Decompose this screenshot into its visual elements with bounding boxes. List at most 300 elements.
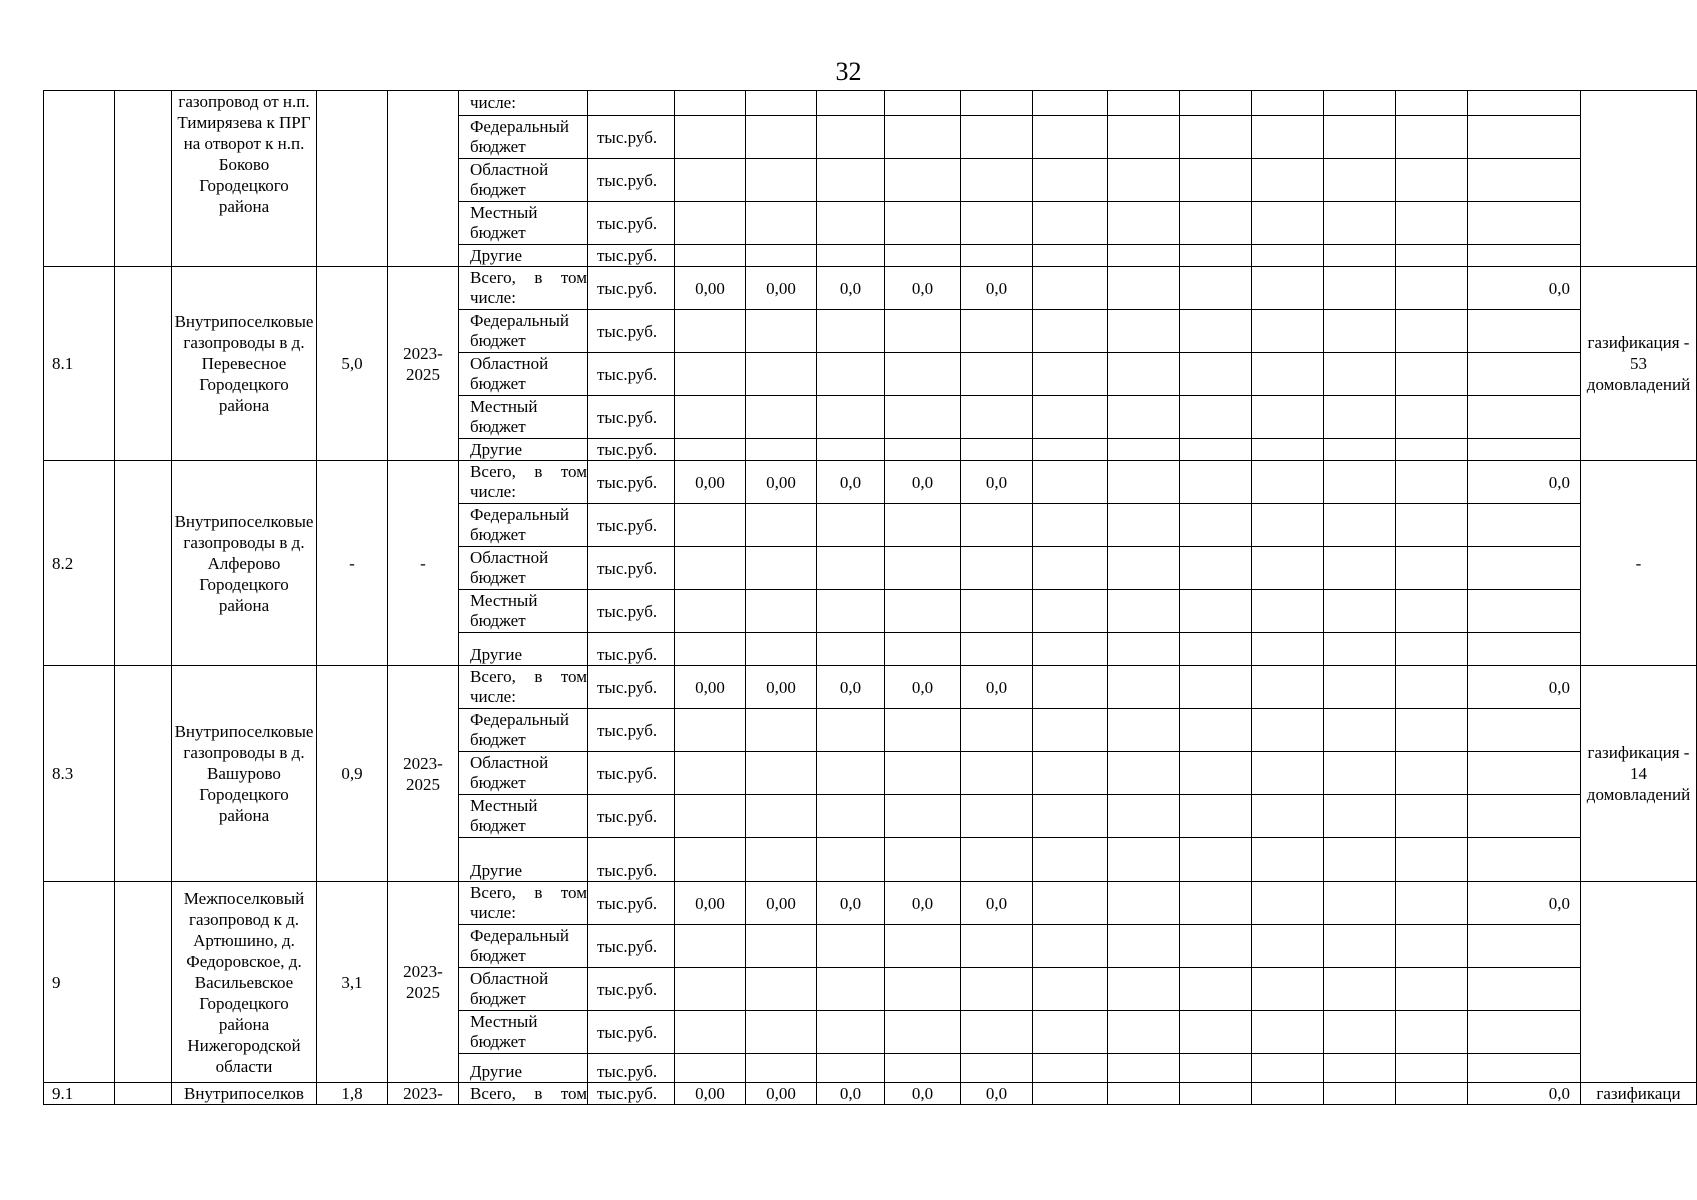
value-cell bbox=[1396, 838, 1468, 882]
value-cell bbox=[885, 925, 961, 968]
value-cell bbox=[1108, 159, 1180, 202]
value-cell bbox=[1396, 882, 1468, 925]
value: 0,0 bbox=[839, 472, 862, 492]
unit-label: тыс.руб. bbox=[597, 440, 658, 459]
unit-label: тыс.руб. bbox=[597, 936, 658, 956]
value-cell bbox=[1108, 882, 1180, 925]
value-cell bbox=[746, 709, 817, 752]
value-cell bbox=[675, 245, 746, 267]
value-cell bbox=[1033, 159, 1108, 202]
value: 0,0 bbox=[985, 677, 1008, 697]
project-period: 2023- bbox=[403, 1084, 443, 1103]
unit-label: тыс.руб. bbox=[597, 278, 658, 298]
funding-source-regional bbox=[459, 968, 588, 1011]
value-cell bbox=[1252, 461, 1324, 504]
value-cell bbox=[1108, 461, 1180, 504]
value-cell bbox=[1108, 752, 1180, 795]
total-cell bbox=[1468, 1054, 1581, 1083]
value-cell bbox=[961, 245, 1033, 267]
value-cell bbox=[746, 666, 817, 709]
value-cell bbox=[1396, 310, 1468, 353]
value-cell bbox=[1252, 439, 1324, 461]
funding-source-other bbox=[459, 245, 588, 267]
total-cell bbox=[1468, 1083, 1581, 1105]
value-cell bbox=[1252, 1083, 1324, 1105]
funding-source-other bbox=[459, 439, 588, 461]
value-cell bbox=[1252, 116, 1324, 159]
value-cell bbox=[885, 882, 961, 925]
unit-cell bbox=[588, 547, 675, 590]
value-cell bbox=[1252, 310, 1324, 353]
value-cell bbox=[885, 245, 961, 267]
value-cell bbox=[746, 633, 817, 666]
empty-cell bbox=[115, 91, 172, 267]
value-cell bbox=[817, 882, 885, 925]
value-cell bbox=[746, 882, 817, 925]
project-result: газификация - 53 домовладений bbox=[1586, 333, 1691, 394]
total-cell bbox=[1468, 795, 1581, 838]
project-result: газификация - 14 домовладений bbox=[1586, 743, 1691, 804]
value-cell bbox=[675, 396, 746, 439]
value-cell bbox=[1324, 547, 1396, 590]
total-cell bbox=[1468, 590, 1581, 633]
period-cell bbox=[388, 461, 459, 666]
unit-cell bbox=[588, 202, 675, 245]
value: 0,00 bbox=[766, 677, 796, 697]
funding-source-line: Другие bbox=[470, 645, 522, 664]
total-cell bbox=[1468, 439, 1581, 461]
value-cell bbox=[1252, 925, 1324, 968]
value-cell bbox=[675, 159, 746, 202]
funding-source-local bbox=[459, 1011, 588, 1054]
funding-source-line: Местный bbox=[470, 591, 538, 610]
unit-cell bbox=[588, 439, 675, 461]
value-cell bbox=[746, 245, 817, 267]
value-cell bbox=[1180, 838, 1252, 882]
value-cell bbox=[1108, 439, 1180, 461]
value-cell bbox=[885, 1011, 961, 1054]
unit-label: тыс.руб. bbox=[597, 601, 658, 621]
value-cell bbox=[746, 159, 817, 202]
value-cell bbox=[675, 353, 746, 396]
total-value: 0,0 bbox=[1548, 893, 1570, 913]
total-cell bbox=[1468, 633, 1581, 666]
value-cell bbox=[1324, 159, 1396, 202]
value-cell bbox=[1396, 504, 1468, 547]
value-cell bbox=[675, 968, 746, 1011]
funding-source-total bbox=[459, 267, 588, 310]
value-cell bbox=[746, 116, 817, 159]
value-cell bbox=[1396, 547, 1468, 590]
value-cell bbox=[1396, 752, 1468, 795]
unit-label: тыс.руб. bbox=[597, 763, 658, 783]
value-cell bbox=[746, 968, 817, 1011]
value-cell bbox=[1252, 547, 1324, 590]
unit-cell bbox=[588, 968, 675, 1011]
value-cell bbox=[961, 353, 1033, 396]
value-cell bbox=[1180, 202, 1252, 245]
unit-cell bbox=[588, 504, 675, 547]
value-cell bbox=[1108, 925, 1180, 968]
funding-source-line: бюджет bbox=[470, 223, 526, 242]
value-cell bbox=[885, 666, 961, 709]
unit-label: тыс.руб. bbox=[597, 321, 658, 341]
value-cell bbox=[1252, 159, 1324, 202]
value-cell bbox=[1033, 882, 1108, 925]
value-cell bbox=[675, 1083, 746, 1105]
value-cell bbox=[1252, 838, 1324, 882]
value-cell bbox=[817, 461, 885, 504]
value-cell bbox=[675, 838, 746, 882]
value-cell bbox=[1324, 439, 1396, 461]
table-row bbox=[44, 91, 1697, 116]
value-cell bbox=[817, 752, 885, 795]
value-cell bbox=[817, 838, 885, 882]
funding-source-local bbox=[459, 202, 588, 245]
value-cell bbox=[1108, 838, 1180, 882]
value: 0,0 bbox=[911, 278, 934, 298]
value-cell bbox=[675, 1011, 746, 1054]
value-cell bbox=[1033, 968, 1108, 1011]
value-cell bbox=[746, 752, 817, 795]
unit-label: тыс.руб. bbox=[597, 558, 658, 578]
value-cell bbox=[1180, 1083, 1252, 1105]
value-cell bbox=[675, 1054, 746, 1083]
project-length: - bbox=[349, 553, 355, 573]
value-cell bbox=[675, 310, 746, 353]
unit-cell bbox=[588, 116, 675, 159]
funding-source-line: бюджет bbox=[470, 137, 526, 156]
funding-source-line: бюджет bbox=[470, 773, 526, 792]
value-cell bbox=[675, 752, 746, 795]
value-cell bbox=[1180, 310, 1252, 353]
value-cell bbox=[1396, 925, 1468, 968]
value-cell bbox=[675, 504, 746, 547]
funding-source-line: Другие bbox=[470, 861, 522, 880]
funding-source-line: числе: bbox=[470, 93, 516, 112]
value-cell bbox=[675, 461, 746, 504]
value-cell bbox=[885, 795, 961, 838]
value-cell bbox=[1252, 1054, 1324, 1083]
funding-source-line: Всего, в том bbox=[470, 462, 587, 481]
value-cell bbox=[817, 202, 885, 245]
value-cell bbox=[1396, 245, 1468, 267]
funding-source-line: числе: bbox=[470, 687, 516, 706]
value-cell bbox=[1324, 1011, 1396, 1054]
funding-source-federal bbox=[459, 116, 588, 159]
funding-source-total bbox=[459, 882, 588, 925]
value-cell bbox=[1396, 396, 1468, 439]
project-name-cell bbox=[172, 461, 317, 666]
value-cell bbox=[817, 547, 885, 590]
funding-source-line: Областной bbox=[470, 969, 549, 988]
unit-label: тыс.руб. bbox=[597, 364, 658, 384]
total-cell bbox=[1468, 245, 1581, 267]
project-name: газопровод от н.п. Тимирязева к ПРГ на отворот к н.п. Боково Городецкого района bbox=[177, 92, 311, 216]
value-cell bbox=[1033, 439, 1108, 461]
value-cell bbox=[1033, 547, 1108, 590]
value-cell bbox=[1324, 709, 1396, 752]
value-cell bbox=[1033, 1083, 1108, 1105]
row-number-cell bbox=[44, 91, 115, 267]
value-cell bbox=[885, 968, 961, 1011]
value-cell bbox=[961, 882, 1033, 925]
unit-cell bbox=[588, 633, 675, 666]
value-cell bbox=[885, 504, 961, 547]
value: 0,00 bbox=[766, 1084, 796, 1103]
funding-source-line: Местный bbox=[470, 397, 538, 416]
total-cell bbox=[1468, 310, 1581, 353]
length-cell bbox=[317, 666, 388, 882]
value-cell bbox=[1324, 1054, 1396, 1083]
funding-source-line: бюджет bbox=[470, 816, 526, 835]
value-cell bbox=[961, 202, 1033, 245]
value-cell bbox=[1396, 709, 1468, 752]
value: 0,00 bbox=[695, 893, 725, 913]
value: 0,00 bbox=[695, 1084, 725, 1103]
funding-source-line: Всего, в том bbox=[470, 883, 587, 902]
row-number-cell bbox=[44, 882, 115, 1083]
value-cell bbox=[817, 1054, 885, 1083]
unit-label: тыс.руб. bbox=[597, 407, 658, 427]
table-row bbox=[44, 267, 1697, 310]
length-cell bbox=[317, 461, 388, 666]
unit-cell bbox=[588, 1083, 675, 1105]
value-cell bbox=[817, 633, 885, 666]
funding-source-other bbox=[459, 633, 588, 666]
table-row bbox=[44, 666, 1697, 709]
value-cell bbox=[1108, 396, 1180, 439]
project-name-cell bbox=[172, 1083, 317, 1105]
unit-cell bbox=[588, 838, 675, 882]
unit-cell bbox=[588, 461, 675, 504]
value-cell bbox=[1324, 461, 1396, 504]
funding-source-line: Местный bbox=[470, 203, 538, 222]
unit-label: тыс.руб. bbox=[597, 1022, 658, 1042]
unit-label: тыс.руб. bbox=[597, 213, 658, 233]
value-cell bbox=[1108, 795, 1180, 838]
value-cell bbox=[1396, 353, 1468, 396]
empty-cell bbox=[115, 267, 172, 461]
value-cell bbox=[885, 353, 961, 396]
total-cell bbox=[1468, 547, 1581, 590]
value-cell bbox=[1180, 752, 1252, 795]
funding-source-federal bbox=[459, 310, 588, 353]
total-cell bbox=[1468, 504, 1581, 547]
empty-cell bbox=[115, 461, 172, 666]
result-cell bbox=[1581, 267, 1697, 461]
funding-source-regional bbox=[459, 159, 588, 202]
unit-label: тыс.руб. bbox=[597, 246, 658, 265]
period-cell bbox=[388, 882, 459, 1083]
funding-source-line: бюджет bbox=[470, 525, 526, 544]
value-cell bbox=[746, 547, 817, 590]
funding-source-federal bbox=[459, 504, 588, 547]
value-cell bbox=[1033, 396, 1108, 439]
project-name-cell bbox=[172, 882, 317, 1083]
value-cell bbox=[961, 590, 1033, 633]
value-cell bbox=[675, 925, 746, 968]
unit-label: тыс.руб. bbox=[597, 979, 658, 999]
value-cell bbox=[1108, 353, 1180, 396]
value-cell bbox=[961, 461, 1033, 504]
unit-cell bbox=[588, 666, 675, 709]
funding-source-line: Областной bbox=[470, 548, 549, 567]
value-cell bbox=[1180, 882, 1252, 925]
value-cell bbox=[1180, 91, 1252, 116]
total-value: 0,0 bbox=[1548, 278, 1570, 298]
value-cell bbox=[675, 202, 746, 245]
unit-label: тыс.руб. bbox=[597, 1084, 658, 1103]
table-row bbox=[44, 1083, 1697, 1105]
total-cell bbox=[1468, 838, 1581, 882]
value-cell bbox=[1033, 116, 1108, 159]
funding-source-local bbox=[459, 795, 588, 838]
total-cell bbox=[1468, 1011, 1581, 1054]
row-number: 8.1 bbox=[52, 354, 74, 373]
value: 0,00 bbox=[695, 278, 725, 298]
total-cell bbox=[1468, 91, 1581, 116]
value-cell bbox=[1180, 590, 1252, 633]
funding-source-line: числе: bbox=[470, 288, 516, 307]
total-value: 0,0 bbox=[1548, 677, 1570, 697]
value-cell bbox=[1252, 882, 1324, 925]
value: 0,0 bbox=[911, 677, 934, 697]
empty-cell bbox=[115, 882, 172, 1083]
value-cell bbox=[1180, 968, 1252, 1011]
funding-source-line: Всего, в том bbox=[470, 268, 587, 287]
table-row bbox=[44, 882, 1697, 925]
value-cell bbox=[1396, 439, 1468, 461]
project-period: 2023-2025 bbox=[403, 753, 443, 794]
unit-label: тыс.руб. bbox=[597, 170, 658, 190]
funding-source-line: бюджет bbox=[470, 611, 526, 630]
value-cell bbox=[1108, 1054, 1180, 1083]
period-cell bbox=[388, 91, 459, 267]
funding-source-line: бюджет bbox=[470, 989, 526, 1008]
value-cell bbox=[1396, 590, 1468, 633]
value-cell bbox=[1396, 1011, 1468, 1054]
value-cell bbox=[746, 267, 817, 310]
funding-source-local bbox=[459, 590, 588, 633]
value-cell bbox=[1324, 590, 1396, 633]
value-cell bbox=[961, 925, 1033, 968]
value-cell bbox=[1108, 310, 1180, 353]
value-cell bbox=[817, 709, 885, 752]
value-cell bbox=[1252, 267, 1324, 310]
value-cell bbox=[1108, 202, 1180, 245]
value-cell bbox=[1033, 590, 1108, 633]
value-cell bbox=[746, 504, 817, 547]
value-cell bbox=[961, 1054, 1033, 1083]
value-cell bbox=[885, 590, 961, 633]
total-cell bbox=[1468, 882, 1581, 925]
value-cell bbox=[885, 1083, 961, 1105]
value-cell bbox=[885, 202, 961, 245]
total-cell bbox=[1468, 267, 1581, 310]
value-cell bbox=[1108, 968, 1180, 1011]
value: 0,0 bbox=[911, 1084, 934, 1103]
funding-source-regional bbox=[459, 547, 588, 590]
funding-source-line: Местный bbox=[470, 796, 538, 815]
value: 0,0 bbox=[839, 278, 862, 298]
value-cell bbox=[1324, 396, 1396, 439]
project-name: Внутрипоселковые газопроводы в д. Алферово Городецкого района bbox=[174, 511, 314, 615]
value-cell bbox=[817, 245, 885, 267]
funding-source-line: бюджет bbox=[470, 568, 526, 587]
value-cell bbox=[1324, 838, 1396, 882]
value-cell bbox=[675, 882, 746, 925]
row-number-cell bbox=[44, 267, 115, 461]
funding-source-line: числе: bbox=[470, 482, 516, 501]
unit-cell bbox=[588, 1054, 675, 1083]
value-cell bbox=[1396, 968, 1468, 1011]
funding-source-regional bbox=[459, 353, 588, 396]
value-cell bbox=[961, 267, 1033, 310]
value-cell bbox=[961, 116, 1033, 159]
funding-source-line: бюджет bbox=[470, 1032, 526, 1051]
total-cell bbox=[1468, 666, 1581, 709]
value-cell bbox=[885, 752, 961, 795]
value-cell bbox=[1108, 547, 1180, 590]
funding-source-line: Местный bbox=[470, 1012, 538, 1031]
value: 0,00 bbox=[695, 472, 725, 492]
period-cell bbox=[388, 267, 459, 461]
unit-cell bbox=[588, 353, 675, 396]
value-cell bbox=[961, 504, 1033, 547]
project-period: 2023-2025 bbox=[403, 962, 443, 1002]
unit-cell bbox=[588, 91, 675, 116]
funding-source-line: бюджет bbox=[470, 946, 526, 965]
value-cell bbox=[1108, 116, 1180, 159]
value-cell bbox=[1252, 245, 1324, 267]
value-cell bbox=[1108, 1011, 1180, 1054]
value: 0,0 bbox=[839, 893, 862, 913]
value-cell bbox=[1033, 709, 1108, 752]
period-cell bbox=[388, 666, 459, 882]
total-cell bbox=[1468, 396, 1581, 439]
unit-cell bbox=[588, 795, 675, 838]
value-cell bbox=[746, 925, 817, 968]
value-cell bbox=[1180, 396, 1252, 439]
value-cell bbox=[1252, 968, 1324, 1011]
unit-label: тыс.руб. bbox=[597, 472, 658, 492]
value-cell bbox=[1180, 245, 1252, 267]
unit-label: тыс.руб. bbox=[597, 1062, 658, 1081]
value-cell bbox=[961, 1083, 1033, 1105]
value-cell bbox=[885, 310, 961, 353]
value-cell bbox=[885, 159, 961, 202]
total-cell bbox=[1468, 925, 1581, 968]
value-cell bbox=[675, 439, 746, 461]
value-cell bbox=[1252, 666, 1324, 709]
value-cell bbox=[1396, 633, 1468, 666]
result-cell bbox=[1581, 461, 1697, 666]
row-number-cell bbox=[44, 1083, 115, 1105]
total-cell bbox=[1468, 202, 1581, 245]
value-cell bbox=[817, 1083, 885, 1105]
total-value: 0,0 bbox=[1548, 472, 1570, 492]
total-cell bbox=[1468, 159, 1581, 202]
funding-source-line: Федеральный bbox=[470, 117, 569, 136]
value-cell bbox=[746, 838, 817, 882]
unit-cell bbox=[588, 159, 675, 202]
value-cell bbox=[1180, 116, 1252, 159]
row-number-cell bbox=[44, 461, 115, 666]
length-cell bbox=[317, 91, 388, 267]
value-cell bbox=[885, 633, 961, 666]
value-cell bbox=[746, 1083, 817, 1105]
